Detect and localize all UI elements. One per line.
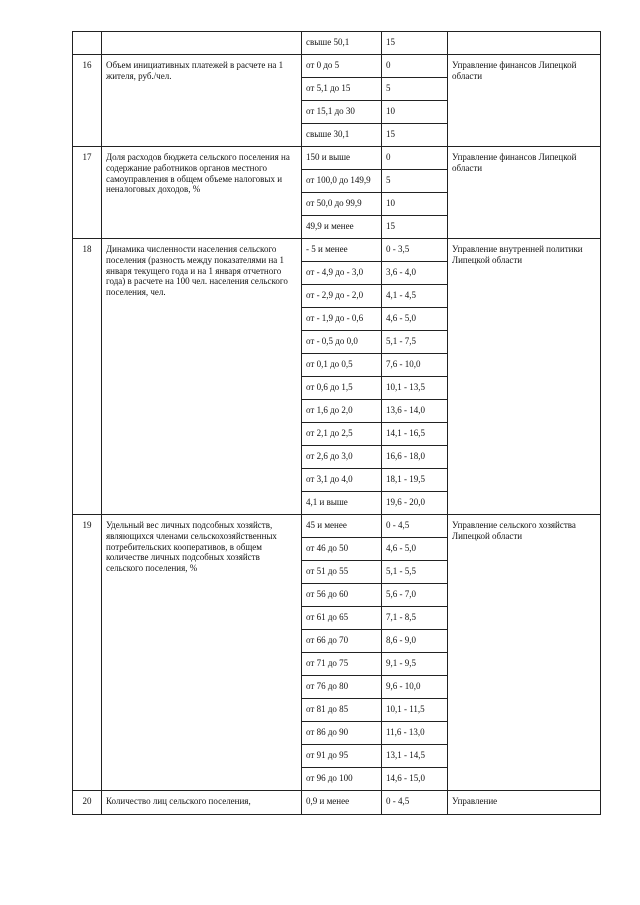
range-cell: свыше 30,1: [302, 124, 382, 147]
range-cell: от 2,6 до 3,0: [302, 446, 382, 469]
range-cell: 0,9 и менее: [302, 791, 382, 815]
range-cell: от 50,0 до 99,9: [302, 193, 382, 216]
score-cell: 5,1 - 7,5: [382, 331, 448, 354]
table-row: [73, 147, 601, 170]
range-cell: свыше 50,1: [302, 32, 382, 55]
range-cell: от 96 до 100: [302, 768, 382, 791]
row-number: 16: [73, 55, 102, 147]
criteria-table: [72, 31, 601, 815]
criteria-table-body: [73, 32, 601, 815]
agency-cell: [448, 32, 601, 55]
range-cell: от 71 до 75: [302, 653, 382, 676]
score-cell: 19,6 - 20,0: [382, 492, 448, 515]
range-cell: от 61 до 65: [302, 607, 382, 630]
indicator-cell: [102, 32, 302, 55]
score-cell: 15: [382, 124, 448, 147]
score-cell: 11,6 - 13,0: [382, 722, 448, 745]
score-cell: 0 - 4,5: [382, 515, 448, 538]
agency-cell: Управление финансов Липецкой области: [448, 55, 601, 147]
range-cell: от 5,1 до 15: [302, 78, 382, 101]
score-cell: 10,1 - 13,5: [382, 377, 448, 400]
score-cell: 4,6 - 5,0: [382, 308, 448, 331]
indicator-cell: Динамика численности населения сельского поселения (разность между показателями на 1 января текущего года и на 1 января отчетного года) в расчете на 100 чел. населения сельского поселения, чел.: [102, 239, 302, 515]
score-cell: 18,1 - 19,5: [382, 469, 448, 492]
score-cell: 13,1 - 14,5: [382, 745, 448, 768]
score-cell: 10,1 - 11,5: [382, 699, 448, 722]
score-cell: 8,6 - 9,0: [382, 630, 448, 653]
range-cell: от - 1,9 до - 0,6: [302, 308, 382, 331]
score-cell: 14,6 - 15,0: [382, 768, 448, 791]
agency-cell: Управление внутренней политики Липецкой области: [448, 239, 601, 515]
row-number: 18: [73, 239, 102, 515]
score-cell: 9,1 - 9,5: [382, 653, 448, 676]
range-cell: от 100,0 до 149,9: [302, 170, 382, 193]
table-row: [73, 32, 601, 55]
score-cell: 13,6 - 14,0: [382, 400, 448, 423]
score-cell: 0 - 4,5: [382, 791, 448, 815]
range-cell: от 86 до 90: [302, 722, 382, 745]
table-row: [73, 791, 601, 815]
range-cell: от 0 до 5: [302, 55, 382, 78]
indicator-cell: Объем инициативных платежей в расчете на 1 жителя, руб./чел.: [102, 55, 302, 147]
range-cell: от 0,1 до 0,5: [302, 354, 382, 377]
score-cell: 0: [382, 55, 448, 78]
indicator-cell: Доля расходов бюджета сельского поселения на содержание работников органов местного самоуправления в общем объеме налоговых и неналоговых доходов, %: [102, 147, 302, 239]
range-cell: от 2,1 до 2,5: [302, 423, 382, 446]
agency-cell: Управление сельского хозяйства Липецкой области: [448, 515, 601, 791]
range-cell: - 5 и менее: [302, 239, 382, 262]
range-cell: 150 и выше: [302, 147, 382, 170]
score-cell: 7,6 - 10,0: [382, 354, 448, 377]
range-cell: от - 4,9 до - 3,0: [302, 262, 382, 285]
score-cell: 15: [382, 216, 448, 239]
score-cell: 3,6 - 4,0: [382, 262, 448, 285]
range-cell: от 3,1 до 4,0: [302, 469, 382, 492]
range-cell: 45 и менее: [302, 515, 382, 538]
score-cell: 5,6 - 7,0: [382, 584, 448, 607]
range-cell: от 91 до 95: [302, 745, 382, 768]
table-row: [73, 515, 601, 538]
score-cell: 10: [382, 101, 448, 124]
agency-cell: Управление финансов Липецкой области: [448, 147, 601, 239]
score-cell: 5: [382, 170, 448, 193]
score-cell: 5: [382, 78, 448, 101]
range-cell: от 81 до 85: [302, 699, 382, 722]
score-cell: 15: [382, 32, 448, 55]
agency-cell: Управление: [448, 791, 601, 815]
score-cell: 4,1 - 4,5: [382, 285, 448, 308]
indicator-cell: Количество лиц сельского поселения,: [102, 791, 302, 815]
range-cell: от 0,6 до 1,5: [302, 377, 382, 400]
range-cell: от - 2,9 до - 2,0: [302, 285, 382, 308]
range-cell: от 46 до 50: [302, 538, 382, 561]
range-cell: 4,1 и выше: [302, 492, 382, 515]
score-cell: 0 - 3,5: [382, 239, 448, 262]
range-cell: от 1,6 до 2,0: [302, 400, 382, 423]
table-row: [73, 55, 601, 78]
score-cell: 9,6 - 10,0: [382, 676, 448, 699]
row-number: [73, 32, 102, 55]
table-row: [73, 239, 601, 262]
score-cell: 10: [382, 193, 448, 216]
row-number: 17: [73, 147, 102, 239]
indicator-cell: Удельный вес личных подсобных хозяйств, являющихся членами сельскохозяйственных потребительских кооперативов, в общем количестве личных подсобных хозяйств сельского поселения, %: [102, 515, 302, 791]
row-number: 19: [73, 515, 102, 791]
range-cell: от 15,1 до 30: [302, 101, 382, 124]
score-cell: 16,6 - 18,0: [382, 446, 448, 469]
range-cell: 49,9 и менее: [302, 216, 382, 239]
row-number: 20: [73, 791, 102, 815]
score-cell: 5,1 - 5,5: [382, 561, 448, 584]
range-cell: от 76 до 80: [302, 676, 382, 699]
range-cell: от 56 до 60: [302, 584, 382, 607]
range-cell: от 51 до 55: [302, 561, 382, 584]
range-cell: от - 0,5 до 0,0: [302, 331, 382, 354]
range-cell: от 66 до 70: [302, 630, 382, 653]
score-cell: 7,1 - 8,5: [382, 607, 448, 630]
score-cell: 14,1 - 16,5: [382, 423, 448, 446]
score-cell: 0: [382, 147, 448, 170]
score-cell: 4,6 - 5,0: [382, 538, 448, 561]
